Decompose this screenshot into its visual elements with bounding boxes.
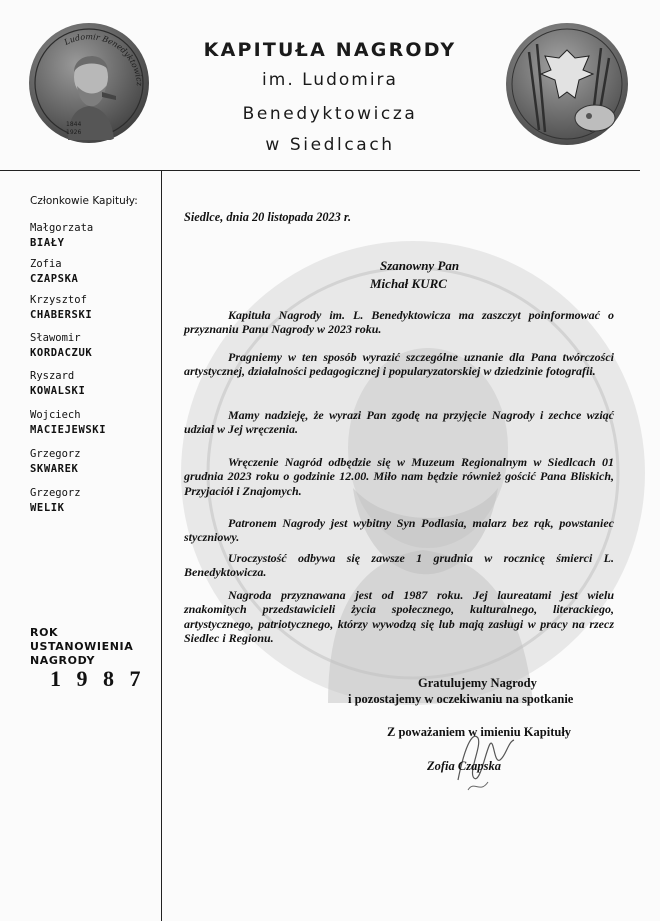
letter-paragraph — [184, 408, 614, 437]
letter-paragraph — [184, 350, 614, 379]
member-first-name: Zofia — [30, 258, 62, 270]
founded-label-line: ROK — [30, 626, 59, 639]
letter-paragraph — [184, 455, 614, 498]
member-entry — [30, 293, 92, 323]
member-last-name: KOWALSKI — [30, 385, 86, 397]
closing-line: Gratulujemy Nagrody — [418, 676, 537, 690]
header-line-2: im. Ludomira — [262, 70, 398, 90]
medal-year-death: 1926 — [66, 129, 82, 136]
member-first-name: Małgorzata — [30, 222, 94, 234]
member-last-name: MACIEJEWSKI — [30, 424, 107, 436]
header-title: KAPITUŁA NAGRODY — [203, 39, 457, 61]
paragraph-text: Nagroda przyznawana jest od 1987 roku. Jej laureatami jest wielu znakomitych przedstawicieli życia społecznego, kulturalnego, literackiego, artystycznego, patriotycznego, którzy wywodzą się lub mają zasługi w pracy na rzecz Siedlec i Regionu. — [184, 588, 614, 646]
sidebar-divider — [161, 170, 162, 921]
member-last-name: SKWAREK — [30, 463, 79, 475]
member-entry — [30, 408, 106, 438]
paragraph-text: Uroczystość odbywa się zawsze 1 grudnia w rocznicę śmierci L. Benedyktowicza. — [184, 551, 614, 580]
letter-paragraph — [184, 308, 614, 337]
paragraph-text: Kapituła Nagrody im. L. Benedyktowicza ma zaszczyt poinformować o przyznaniu Panu Nagrody w 2023 roku. — [184, 308, 614, 337]
member-last-name: WELIK — [30, 502, 65, 514]
member-last-name: CZAPSKA — [30, 273, 79, 285]
header-line-4: w Siedlcach — [265, 135, 395, 155]
paragraph-text: Wręczenie Nagród odbędzie się w Muzeum Regionalnym w Siedlcach 01 grudnia 2023 roku o godzinie 12.00. Miło nam będzie również gościć Pana Bliskich, Przyjaciół i Znajomych. — [184, 455, 614, 498]
member-entry — [30, 369, 85, 399]
member-entry — [30, 486, 81, 516]
paragraph-text: Patronem Nagrody jest wybitny Syn Podlasia, malarz bez rąk, powstaniec styczniowy. — [184, 516, 614, 545]
founded-year: 1 9 8 7 — [50, 666, 146, 691]
member-first-name: Grzegorz — [30, 448, 81, 460]
recipient-name: Michał KURC — [370, 276, 447, 291]
signatory-name: Zofia Czapska — [427, 759, 501, 773]
letter-date: Siedlce, dnia 20 listopada 2023 r. — [184, 210, 352, 224]
member-first-name: Wojciech — [30, 409, 81, 421]
medal-inscription: Ludomir Benedyktowicz — [62, 32, 145, 87]
closing-line: i pozostajemy w oczekiwaniu na spotkanie — [348, 692, 574, 706]
member-last-name: BIAŁY — [30, 237, 65, 249]
member-first-name: Krzysztof — [30, 294, 87, 306]
medal-year-birth: 1844 — [66, 121, 82, 128]
salutation: Szanowny Pan — [380, 258, 460, 273]
eagle-medal — [505, 22, 629, 146]
founded-label-line: USTANOWIENIA — [30, 640, 134, 653]
member-entry — [30, 257, 78, 287]
header-divider — [0, 170, 640, 171]
letter-paragraph — [184, 588, 614, 646]
paragraph-text: Pragniemy w ten sposób wyrazić szczególne uznanie dla Pana twórczości artystycznej, działalności pedagogicznej i popularyzatorskiej w dziedzinie fotografii. — [184, 350, 614, 379]
portrait-medal — [28, 22, 150, 144]
header-line-3: Benedyktowicza — [242, 104, 418, 124]
founded-label-line: NAGRODY — [30, 654, 96, 667]
letter-paragraph — [184, 551, 614, 580]
regards-line: Z poważaniem w imieniu Kapituły — [387, 725, 572, 739]
member-first-name: Sławomir — [30, 332, 81, 344]
members-title: Członkowie Kapituły: — [30, 195, 138, 207]
member-entry — [30, 331, 92, 361]
member-last-name: CHABERSKI — [30, 309, 93, 321]
member-first-name: Ryszard — [30, 370, 75, 382]
member-last-name: KORDACZUK — [30, 347, 93, 359]
founded-label — [30, 626, 133, 668]
member-entry — [30, 447, 81, 477]
letter-paragraph — [184, 516, 614, 545]
member-first-name: Grzegorz — [30, 487, 81, 499]
paragraph-text: Mamy nadzieję, że wyrazi Pan zgodę na przyjęcie Nagrody i zechce wziąć udział w Jej wręczenia. — [184, 408, 614, 437]
member-entry — [30, 221, 93, 251]
